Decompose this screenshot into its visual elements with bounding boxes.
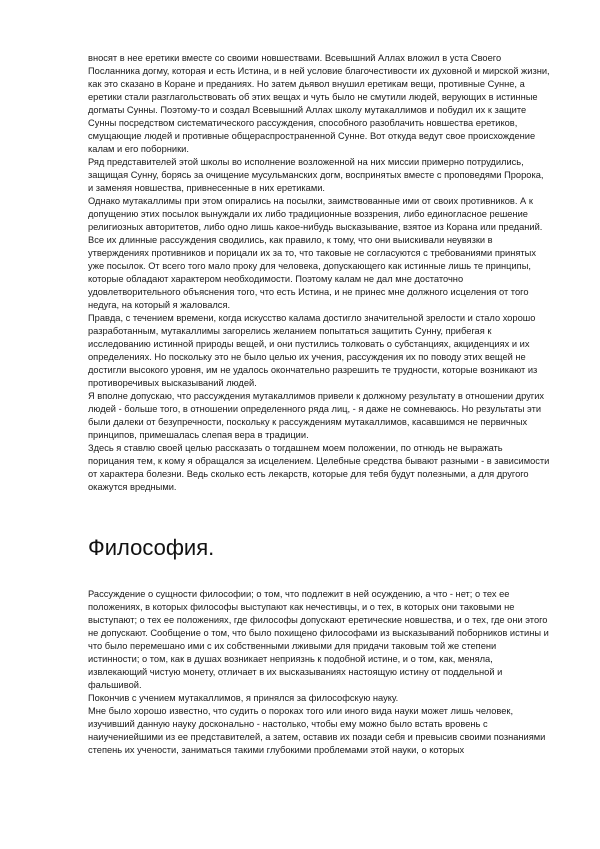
kalam-section (88, 52, 550, 494)
paragraph: Однако мутакаллимы при этом опирались на посылки, заимствованные ими от своих противников. А к допущению этих посылок вынуждали их либо традиционные воззрения, либо единогласное решение религиозных авторитетов, либо одно лишь какое-нибудь высказывание, взятое из Корана или преданий. Все их длинные рассуждения сводились, как правило, к тому, что они выискивали неувязки в утверждениях противников и порицали их за то, что таковые не согласуются с требованиями принятых уже посылок. От всего того мало проку для человека, допускающего как истинные лишь те принципы, которые обладают характером необходимости. Поэтому калам не дал мне достаточно удовлетворительного объяснения того, что есть Истина, и не принес мне должного исцеления от того недуга, на который я жаловался. (88, 196, 543, 310)
philosophy-section (88, 588, 550, 757)
paragraph: Правда, с течением времени, когда искусство калама достигло значительной зрелости и стало хорошо разработанным, мутакаллимы загорелись желанием попытаться защитить Сунну, прибегая к исследованию истинной природы вещей, и они пустились толковать о субстанциях, акциденциях и их определениях. Но поскольку это не было целью их учения, рассуждения их по поводу этих вещей не достигли высокого уровня, им не удалось окончательно разрешить те трудности, которые возникают из противоречивых высказываний людей. (88, 313, 538, 388)
section-heading: Философия. (88, 535, 215, 560)
paragraph: Ряд представителей этой школы во исполнение возложенной на них миссии примерно потрудились, защищая Сунну, борясь за очищение мусульманских догм, воспринятых вместе с проповедями Пророка, и заменяя новшества, привнесенные в них еретиками. (88, 157, 544, 193)
paragraph: Я вполне допускаю, что рассуждения мутакаллимов привели к должному результату в отношении других людей - больше того, в отношении определенного ряда лиц, - я даже не сомневаюсь. Но результаты эти были далеки от безупречности, поскольку к рассуждениям мутакаллимов, касавшимся не первичных принципов, примешалась слепая вера в традиции. (88, 391, 545, 440)
paragraph: Покончив с учением мутакаллимов, я принялся за философскую науку. (88, 693, 399, 703)
paragraph: вносят в нее еретики вместе со своими новшествами. Всевышний Аллах вложил в уста Своего Посланника догму, которая и есть Истина, и в ней условие благочестивости их духовной и мирской жизни, как это сказано в Коране и преданиях. Но затем дьявол внушил еретикам вещи, противные Сунне, а еретики стали разглагольствовать об этих вещах и чуть было не смутили людей, верующих в истинные догматы Сунны. Поэтому-то и создал Всевышний Аллах школу мутакаллимов и побудил их к защите Сунны посредством систематического рассуждения, способного разоблачить новшества еретиков, смущающие людей и противные общераспространенной Сунне. Вот откуда ведут свое происхождение калам и его поборники. (88, 53, 550, 154)
paragraph: Мне было хорошо известно, что судить о пороках того или иного вида науки может лишь человек, изучивший данную науку досконально - настолько, чтобы ему можно было встать вровень с наиучениейшими из ее представителей, а затем, оставив их позади себя и превысив своими познаниями степень их учености, заниматься такими глубокими проблемами этой науки, о которых (88, 706, 546, 755)
paragraph: Рассуждение о сущности философии; о том, что подлежит в ней осуждению, а что - нет; о тех ее положениях, в которых философы выступают как нечестивцы, и о тех, в которых они таковыми не выступают; о тех ее положениях, где философы допускают еретические новшества, и о тех, где они этого не допускают. Сообщение о том, что было похищено философами из высказываний поборников истины и что было перемешано ими с их собственными лживыми для придачи таковым той же степени истинности; о том, как в душах возникает неприязнь к подобной истине, и о том, как, меняла, извлекающий чистую монету, отличает в их высказываниях настоящую истину от поддельной и фальшивой. (88, 589, 549, 690)
paragraph: Здесь я ставлю своей целью рассказать о тогдашнем моем положении, по отнюдь не выражать порицания тем, к кому я обращался за исцелением. Целебные средства бывают разными - в зависимости от характера болезни. Ведь сколько есть лекарств, которые для тебя будут полезными, а для другого окажутся вредными. (88, 443, 550, 492)
document-page (88, 52, 550, 757)
